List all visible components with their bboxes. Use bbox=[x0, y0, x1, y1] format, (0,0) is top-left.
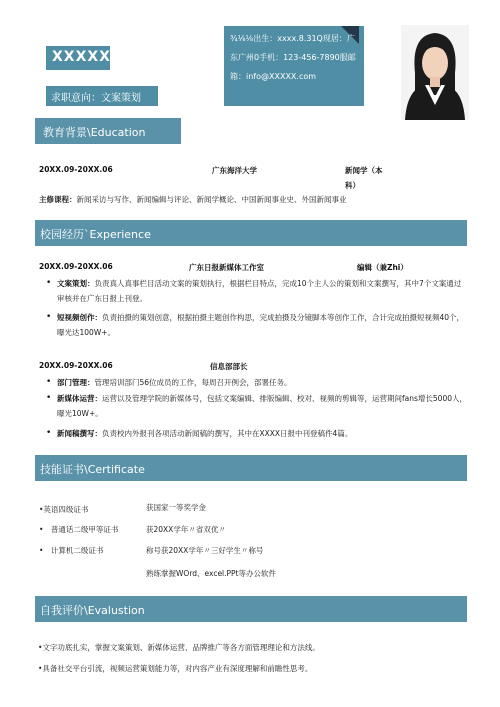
item-label: 新媒体运营： bbox=[57, 394, 102, 403]
campus-org-1: 广东日报新媒体工作室 bbox=[189, 263, 264, 272]
section-title-skills: 技能证书\Certificate bbox=[40, 463, 145, 476]
item-label: 新闻稿撰写： bbox=[57, 429, 102, 438]
bullet-dot: • bbox=[46, 312, 52, 322]
item-text: 负责拍摄的策划创意，根据拍摄主题创作构思，完成拍摄及分镜脚本等创作工作，合计完成拍摄短视频40个，曝光达100W+。 bbox=[57, 313, 465, 337]
item-text: 负责校内外报刊各项活动新闻稿的撰写，其中在XXXX日报中刊登稿件4篇。 bbox=[102, 429, 353, 438]
job-intent: 求职意向：文案策划 bbox=[51, 93, 141, 104]
skill-left: • 普通话二级甲等证书 bbox=[39, 525, 119, 534]
education-school: 广东海洋大学 bbox=[212, 166, 257, 175]
profile-photo bbox=[401, 25, 469, 120]
bullet-dot: • bbox=[46, 428, 52, 438]
skill-left: • 计算机二级证书 bbox=[39, 546, 104, 555]
campus-item bbox=[46, 310, 467, 340]
skill-left: •英语四级证书 bbox=[39, 505, 89, 514]
skill-right: 熟练掌握WOrd、excel.PPt等办公软件 bbox=[146, 569, 277, 578]
section-title-self: 自我评价\Evalustion bbox=[40, 604, 145, 617]
campus-item bbox=[46, 375, 467, 390]
skill-right: 称号获20XX学年〃三好学生〃称号 bbox=[146, 546, 264, 555]
campus-role-2: 信息部部长 bbox=[210, 362, 248, 371]
courses-text: 新闻采访与写作、新闻编辑与评论、新闻学概论、中国新闻事业史、外国新闻事业 bbox=[76, 195, 347, 204]
education-date: 20XX.09-20XX.06 bbox=[39, 165, 113, 174]
item-label: 文案策划： bbox=[57, 279, 95, 288]
item-label: 短视频创作： bbox=[57, 313, 102, 322]
candidate-name: XXXXX bbox=[52, 49, 111, 65]
campus-item bbox=[46, 276, 467, 306]
bullet-dot: • bbox=[46, 278, 52, 288]
bullet-dot: • bbox=[46, 377, 52, 387]
campus-item bbox=[46, 391, 467, 421]
item-label: 部门管理： bbox=[57, 378, 95, 387]
section-title-campus: 校园经历`Experience bbox=[40, 228, 151, 241]
skill-right: 获国家一等奖学金 bbox=[146, 503, 206, 512]
campus-role-1: 编辑（兼Zhi） bbox=[357, 263, 408, 272]
bullet-dot: • bbox=[46, 393, 52, 403]
self-eval-line: •具备社交平台引流，视频运营策划能力等，对内容产业有深度理解和前瞻性思考。 bbox=[38, 664, 313, 673]
portrait-illustration bbox=[401, 25, 469, 120]
campus-date-2: 20XX.09-20XX.06 bbox=[39, 361, 113, 370]
education-courses bbox=[39, 192, 347, 207]
campus-item bbox=[46, 426, 467, 441]
section-title-education: 教育背景\Education bbox=[43, 126, 146, 139]
item-text: 运营以及管理学院的新媒体号，包括文案编辑、排版编辑、校对、视频的剪辑等，运营期间fans增长5000人，曝光10W+。 bbox=[57, 394, 467, 418]
item-text: 管理培训部门56位成员的工作，每周召开例会，部署任务。 bbox=[94, 378, 292, 387]
education-major-cont: 科） bbox=[345, 181, 360, 190]
courses-label: 主修课程： bbox=[39, 195, 77, 204]
education-major: 新闻学（本 bbox=[345, 166, 383, 175]
item-text: 负责真人真事栏目活动文案的策划执行，根据栏目特点，完成10个主人公的策划和文案撰写，其中7个文案通过审核并在广东日报上刊登。 bbox=[57, 279, 462, 303]
contact-info: ¾⅛⅛出生：xxxx.8.31Q现居：广东广州0手机：123-456-7890服邮箱：info@XXXXX.com bbox=[230, 34, 356, 81]
self-eval-line: •文字功底扎实，掌握文案策划、新媒体运营、品牌推广等各方面管理理论和方法线。 bbox=[38, 643, 320, 652]
skill-right: 获20XX学年〃省双优〃 bbox=[146, 525, 226, 534]
campus-date-1: 20XX.09-20XX.06 bbox=[39, 262, 113, 271]
